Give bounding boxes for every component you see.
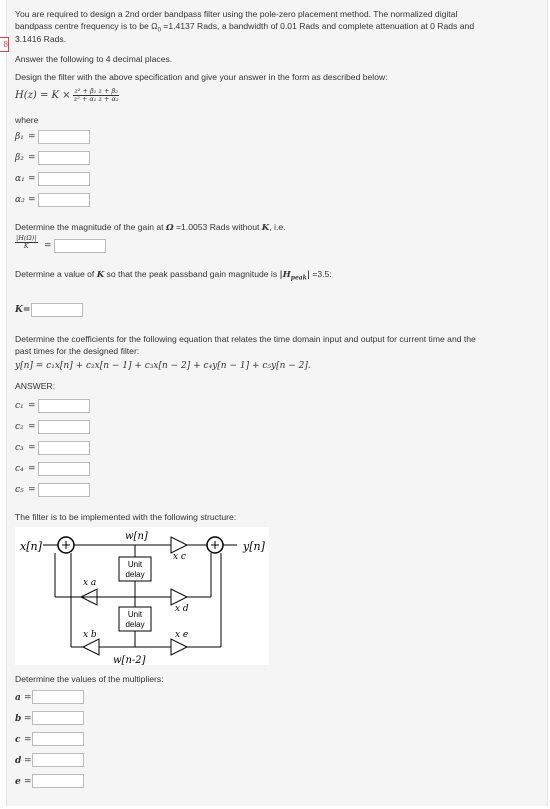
gain-frac-den: K [23,242,29,250]
multiplier-d [171,589,187,605]
input-label: x[n] [20,540,42,553]
c3-label: c₃ [15,443,24,453]
equals-sign: = [24,714,32,724]
k-input[interactable] [31,303,83,317]
beta2-input[interactable] [38,151,90,165]
omega-subscript: 0 [157,27,161,34]
wn2-label: w[n-2] [113,655,146,665]
gain-instruction [15,221,286,234]
intro-line-2-rest: =1.4137 Rads, a bandwidth of 0.01 Rads and complete attenuation at 0 Rads and [160,21,475,31]
gain-text-c: , i.e. [269,222,286,232]
alpha2-input[interactable] [38,193,90,207]
multiplier-c [171,537,187,553]
unit-delay-2-line2: delay [125,620,145,629]
gain-frac-num: |H(Ω)| [16,234,37,242]
multiplier-c-label: x c [173,552,186,562]
k-text-b: so that the peak passband gain magnitude is [104,269,280,279]
equals-sign: = [28,174,36,184]
multiplier-a-label: x a [83,578,97,588]
k-text-a: Determine a value of [15,269,97,279]
filter-structure-diagram [15,527,269,665]
equals-sign: = [28,443,36,453]
c2-input[interactable] [38,420,90,434]
transfer-lhs: H(z) = K × [15,90,71,101]
transfer-numerator: z² + β₁ z + β₂ [74,87,118,95]
gain-text-b: =1.0053 Rads without [173,222,262,232]
k-text-c: =3.5: [309,269,332,279]
unit-delay-1-line1: Unit [127,560,143,569]
a-label: a [15,693,21,703]
output-label: y[n] [243,540,265,553]
c4-label: c₄ [15,464,24,474]
d-label: d [15,756,22,766]
a-input[interactable] [32,690,84,704]
multiplier-b-label: x b [83,630,97,640]
beta1-label: β₁ [15,132,24,142]
alpha1-label: α₁ [15,174,25,184]
question-number: 8 [3,40,8,49]
block-diagram-svg [15,527,269,665]
beta1-input[interactable] [38,130,90,144]
structure-instruction: The filter is to be implemented with the following structure: [15,512,237,522]
omega-symbol: Ω [165,223,174,233]
equals-sign: = [28,464,36,474]
gain-text-a: Determine the magnitude of the gain at [15,222,166,232]
equals-sign: = [28,485,36,495]
intro-line-2 [15,20,474,37]
multiplier-b [83,639,99,655]
b-input[interactable] [32,711,84,725]
e-label: e [15,777,21,787]
c2-label: c₂ [15,422,24,432]
c4-input[interactable] [38,462,90,476]
equals-sign: = [24,777,32,787]
multipliers-instruction: Determine the values of the multipliers: [15,674,164,684]
c-label: c [15,735,21,745]
hpeak-subscript: peak [290,274,307,282]
d-input[interactable] [32,753,84,767]
equals-sign: = [24,756,32,766]
question-number-marker [0,37,9,52]
k-label: K= [15,305,31,315]
unit-delay-1-line2: delay [125,570,145,579]
intro-line-2-text: bandpass centre frequency is to be Ω [15,21,158,31]
unit-delay-2-line1: Unit [127,610,143,619]
k-symbol: K [96,270,105,280]
c3-input[interactable] [38,441,90,455]
decimal-instruction: Answer the following to 4 decimal places. [15,54,173,64]
c5-label: c₅ [15,485,24,495]
difference-equation: y[n] = c₁x[n] + c₂x[n − 1] + c₃x[n − 2] + c₄y[n − 1] + c₅y[n − 2]. [15,361,311,371]
c5-input[interactable] [38,483,90,497]
intro-line-3: 3.1416 Rads. [15,34,67,44]
equals-sign: = [24,735,32,745]
intro-line-1: You are required to design a 2nd order bandpass filter using the pole-zero placement method. The normalized digital [15,9,458,19]
k-instruction [15,268,332,285]
b-label: b [15,714,22,724]
c1-label: c₁ [15,401,24,411]
difference-line-1: Determine the coefficients for the following equation that relates the time domain input and output for current time and the [15,334,476,344]
transfer-denominator: z² + α₁ z + α₂ [73,95,119,103]
multiplier-e-label: x e [175,630,189,640]
c1-input[interactable] [38,399,90,413]
multiplier-d-label: x d [175,604,189,614]
equals-sign: = [28,153,36,163]
equals-sign: = [28,195,36,205]
alpha2-label: α₂ [15,195,25,205]
alpha1-input[interactable] [38,172,90,186]
equals-sign: = [28,422,36,432]
gain-frac [15,235,38,250]
transfer-function [15,88,119,103]
difference-line-2: past times for the designed filter: [15,346,140,356]
equals-sign: = [24,693,32,703]
equals-sign: = [44,241,52,251]
beta2-label: β₂ [15,153,24,163]
equals-sign: = [28,401,36,411]
design-instruction: Design the filter with the above specification and give your answer in the form as described below: [15,72,388,82]
multiplier-e [171,639,187,655]
answer-label: ANSWER: [15,381,56,391]
gain-fraction [15,235,38,250]
gain-input[interactable] [54,239,106,253]
k-symbol: K [261,223,270,233]
hpeak-bar: | [306,270,310,280]
where-label: where [15,115,39,125]
wn-label: w[n] [125,531,148,542]
hpeak-symbol: |H [279,270,291,280]
e-input[interactable] [32,774,84,788]
c-input[interactable] [32,732,84,746]
transfer-fraction [73,88,118,103]
equals-sign: = [28,132,36,142]
